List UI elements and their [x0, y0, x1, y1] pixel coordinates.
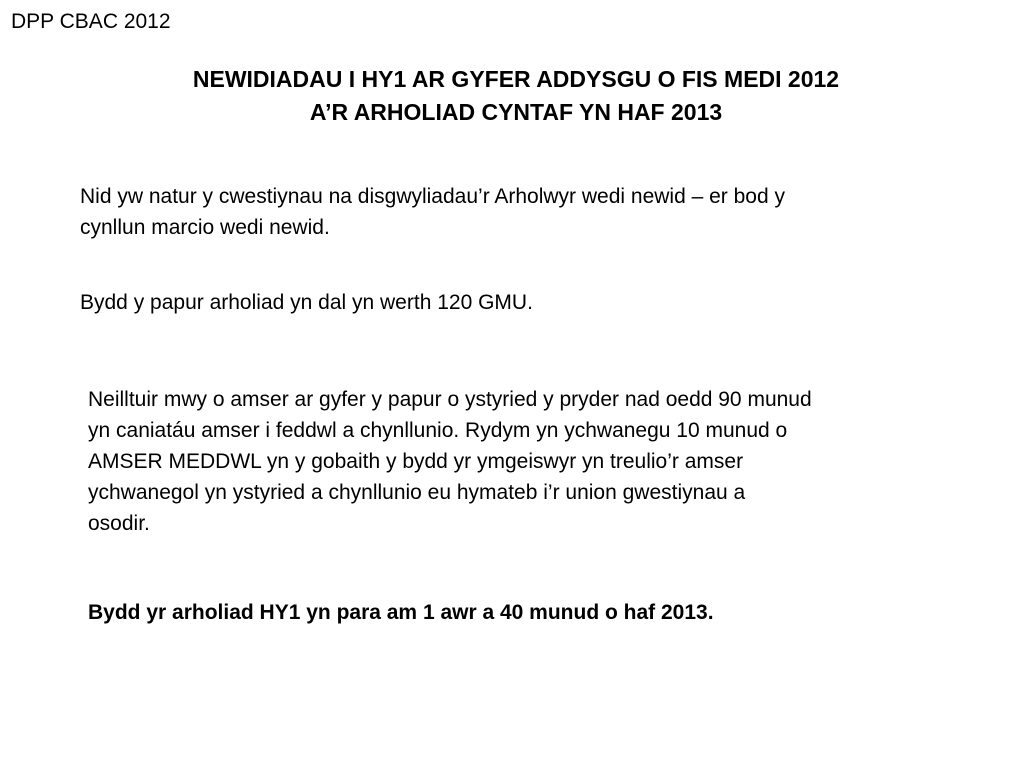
paragraph-line: cynllun marcio wedi newid. — [80, 216, 330, 239]
paragraph-line: Bydd y papur arholiad yn dal yn werth 120 GMU. — [80, 291, 533, 314]
paragraph-line: Neilltuir mwy o amser ar gyfer y papur o ystyried y pryder nad oedd 90 munud — [88, 388, 812, 411]
paragraph-line: ychwanegol yn ystyried a chynllunio eu hymateb i’r union gwestiynau a — [88, 481, 746, 504]
paragraph-line: AMSER MEDDWL yn y gobaith y bydd yr ymgeiswyr yn treulio’r amser — [88, 450, 744, 473]
paragraph-question-nature — [80, 181, 785, 243]
slide-title — [0, 63, 1024, 129]
paragraph-paper-value — [80, 287, 533, 318]
paragraph-line: Bydd yr arholiad HY1 yn para am 1 awr a 40 munud o haf 2013. — [88, 601, 714, 624]
slide-title-line-2: A’R ARHOLIAD CYNTAF YN HAF 2013 — [309, 99, 723, 125]
paragraph-exam-duration — [88, 597, 714, 628]
slide-title-line-1: NEWIDIADAU I HY1 AR GYFER ADDYSGU O FIS MEDI 2012 — [192, 66, 840, 92]
paragraph-line: yn caniatáu amser i feddwl a chynllunio. Rydym yn ychwanegu 10 munud o — [88, 419, 788, 442]
paragraph-line: osodir. — [88, 512, 150, 535]
paragraph-line: Nid yw natur y cwestiynau na disgwyliadau’r Arholwyr wedi newid – er bod y — [80, 185, 785, 208]
header-tag: DPP CBAC 2012 — [11, 10, 171, 33]
paragraph-extra-time — [88, 384, 812, 539]
